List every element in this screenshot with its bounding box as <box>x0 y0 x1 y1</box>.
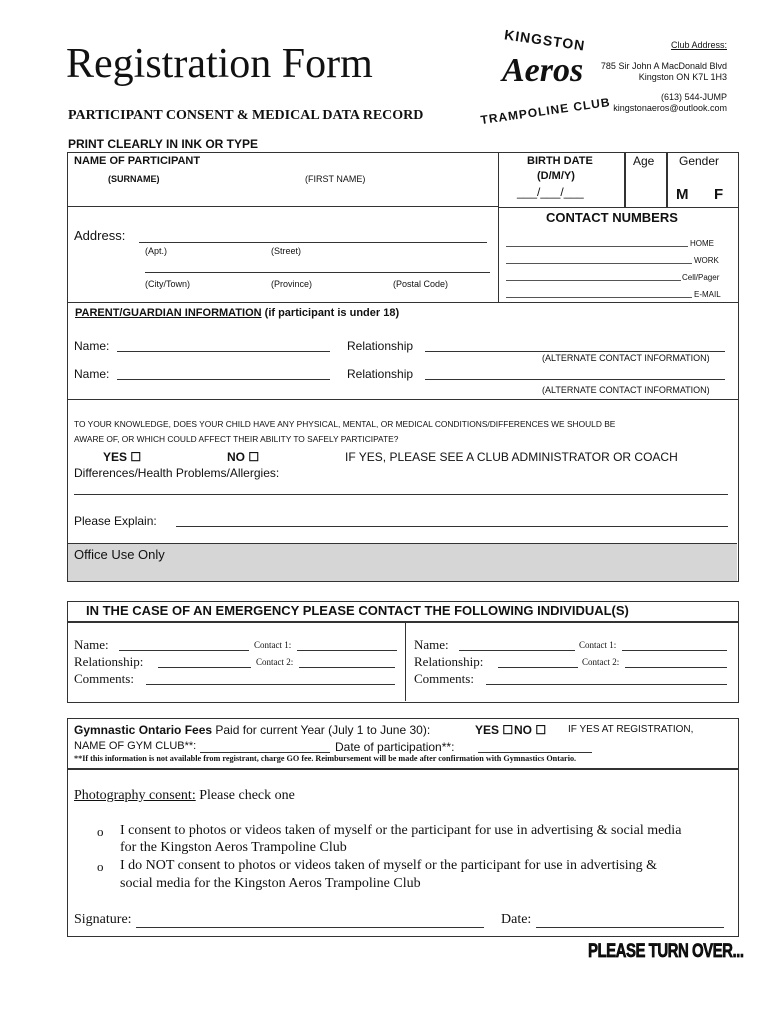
email-label: E-MAIL <box>694 290 721 299</box>
divider <box>67 399 738 400</box>
emergency2-name-label: Name: <box>414 637 449 652</box>
emergency1-name-label: Name: <box>74 637 109 652</box>
address-label: Address: <box>74 228 126 243</box>
emergency1-contact2-label: Contact 2: <box>256 657 294 667</box>
emergency2-relationship-field[interactable] <box>498 667 578 668</box>
club-phone: (613) 544-JUMP <box>660 92 727 102</box>
emergency2-relationship-label: Relationship: <box>414 654 484 669</box>
date-label: Date: <box>501 912 532 927</box>
cell-label: Cell/Pager <box>682 273 720 282</box>
work-label: WORK <box>694 256 719 265</box>
emergency1-relationship-label: Relationship: <box>74 654 144 669</box>
fees-label: Gymnastic Ontario Fees <box>74 723 213 737</box>
address-line1[interactable] <box>139 242 487 243</box>
emergency-box <box>67 621 739 703</box>
photo-consent-text: I consent to photos or videos taken of myself or the participant for use in advertising & social media <box>120 823 682 838</box>
street-label: (Street) <box>271 246 302 256</box>
fees-no-checkbox[interactable]: NO ☐ <box>514 723 547 737</box>
differences-label: Differences/Health Problems/Allergies: <box>74 466 280 480</box>
gym-club-field[interactable] <box>200 752 330 753</box>
city-label: (City/Town) <box>145 279 191 289</box>
divider <box>67 302 738 303</box>
province-label: (Province) <box>271 279 313 289</box>
photo-consent-text-cont: for the Kingston Aeros Trampoline Club <box>120 840 347 855</box>
medical-if-yes-note: IF YES, PLEASE SEE A CLUB ADMINISTRATOR OR COACH <box>345 450 678 464</box>
parent-title: PARENT/GUARDIAN INFORMATION <box>75 307 262 319</box>
signature-field[interactable] <box>136 927 484 928</box>
photo-title-line <box>74 788 295 804</box>
parent-section-title <box>75 307 399 319</box>
parent1-relationship-label: Relationship <box>347 339 414 353</box>
birth-date-field[interactable]: ___/___/___ <box>517 185 584 199</box>
age-label: Age <box>633 154 655 168</box>
photo-consent-radio[interactable]: o <box>97 824 104 839</box>
parent2-name-field[interactable] <box>117 379 330 380</box>
date-field[interactable] <box>536 927 724 928</box>
differences-field[interactable] <box>74 494 728 495</box>
emergency1-contact2-field[interactable] <box>299 667 395 668</box>
explain-field[interactable] <box>176 526 728 527</box>
divider <box>67 206 499 207</box>
photo-no-consent-radio[interactable]: o <box>97 859 104 874</box>
logo-middle-text: Aeros <box>502 52 584 89</box>
emergency1-comments-label: Comments: <box>74 671 134 686</box>
club-email: kingstonaeros@outlook.com <box>613 103 727 113</box>
club-logo <box>470 28 610 128</box>
participation-date-field[interactable] <box>478 752 592 753</box>
parent-title-suffix: (if participant is under 18) <box>261 307 400 319</box>
emergency1-contact1-field[interactable] <box>297 650 397 651</box>
parent2-name-label: Name: <box>74 367 110 381</box>
first-name-label: (FIRST NAME) <box>305 174 366 184</box>
office-use-label: Office Use Only <box>74 547 165 562</box>
emergency2-name-field[interactable] <box>459 650 575 651</box>
divider <box>498 206 499 302</box>
gender-label: Gender <box>679 154 720 168</box>
gender-f[interactable]: F <box>714 186 724 203</box>
club-address-line2: Kingston ON K7L 1H3 <box>638 72 727 82</box>
home-label: HOME <box>690 239 714 248</box>
emergency1-name-field[interactable] <box>119 650 249 651</box>
emergency1-relationship-field[interactable] <box>158 667 251 668</box>
photo-title-suffix: Please check one <box>195 788 295 803</box>
apt-label: (Apt.) <box>145 246 168 256</box>
participant-name-label: NAME OF PARTICIPANT <box>74 155 201 167</box>
medical-question: TO YOUR KNOWLEDGE, DOES YOUR CHILD HAVE ANY PHYSICAL, MENTAL, OR MEDICAL CONDITIONS/DIFFERENCES WE SHOULD BE <box>74 419 616 429</box>
surname-label: (SURNAME) <box>108 174 160 184</box>
divider <box>405 621 406 701</box>
emergency2-contact1-label: Contact 1: <box>579 640 617 650</box>
medical-no-checkbox[interactable]: NO ☐ <box>227 450 260 464</box>
emergency2-comments-label: Comments: <box>414 671 474 686</box>
emergency1-contact1-label: Contact 1: <box>254 640 292 650</box>
fees-paid-text: Paid for current Year (July 1 to June 30): <box>212 723 431 737</box>
logo-top-text: KINGSTON <box>503 26 587 54</box>
explain-label: Please Explain: <box>74 514 157 528</box>
parent1-alt-label: (ALTERNATE CONTACT INFORMATION) <box>542 353 710 363</box>
print-note: PRINT CLEARLY IN INK OR TYPE <box>68 137 259 151</box>
page-subtitle: PARTICIPANT CONSENT & MEDICAL DATA RECORD <box>68 108 424 123</box>
signature-label: Signature: <box>74 912 132 927</box>
emergency1-comments-field[interactable] <box>146 684 395 685</box>
fees-line1 <box>74 723 430 737</box>
birth-date-format: (D/M/Y) <box>537 170 575 182</box>
logo-bottom-text: TRAMPOLINE CLUB <box>479 94 612 128</box>
office-use-area <box>68 543 737 581</box>
home-phone-field[interactable] <box>506 246 688 247</box>
gym-club-label: NAME OF GYM CLUB**: <box>74 740 197 752</box>
photo-title: Photography consent: <box>74 788 196 803</box>
participation-date-label: Date of participation**: <box>335 740 455 754</box>
please-turn-over: PLEASE TURN OVER... <box>588 940 744 963</box>
fees-note: **If this information is not available from registrant, charge GO fee. Reimbursement will be made after confirmation with Gymnastics Ontario. <box>74 754 577 763</box>
page-title: Registration Form <box>66 41 373 87</box>
address-line2[interactable] <box>145 272 490 273</box>
emergency-title: IN THE CASE OF AN EMERGENCY PLEASE CONTACT THE FOLLOWING INDIVIDUAL(S) <box>86 603 629 618</box>
photo-no-consent-text-cont: social media for the Kingston Aeros Trampoline Club <box>120 876 421 891</box>
fees-if-yes: IF YES AT REGISTRATION, <box>568 724 694 735</box>
email-field[interactable] <box>506 297 692 298</box>
parent2-relationship-field[interactable] <box>425 379 725 380</box>
emergency2-contact2-field[interactable] <box>625 667 727 668</box>
medical-yes-checkbox[interactable]: YES ☐ <box>103 450 142 464</box>
club-address-line1: 785 Sir John A MacDonald Blvd <box>600 61 727 71</box>
photo-no-consent-text: I do NOT consent to photos or videos taken of myself or the participant for use in advertising & <box>120 858 658 873</box>
parent2-relationship-label: Relationship <box>347 367 414 381</box>
gender-m[interactable]: M <box>676 186 689 203</box>
parent1-relationship-field[interactable] <box>425 351 725 352</box>
birth-date-label: BIRTH DATE <box>527 155 593 167</box>
emergency2-contact2-label: Contact 2: <box>582 657 620 667</box>
cell-field[interactable] <box>506 280 681 281</box>
postal-label: (Postal Code) <box>393 279 449 289</box>
club-address-label: Club Address: <box>670 40 727 50</box>
medical-question-cont: AWARE OF, OR WHICH COULD AFFECT THEIR ABILITY TO SAFELY PARTICIPATE? <box>74 434 399 444</box>
parent1-name-field[interactable] <box>117 351 330 352</box>
emergency2-comments-field[interactable] <box>486 684 727 685</box>
parent2-alt-label: (ALTERNATE CONTACT INFORMATION) <box>542 385 710 395</box>
emergency2-contact1-field[interactable] <box>622 650 727 651</box>
contact-numbers-title: CONTACT NUMBERS <box>546 210 678 225</box>
work-phone-field[interactable] <box>506 263 692 264</box>
parent1-name-label: Name: <box>74 339 110 353</box>
fees-yes-checkbox[interactable]: YES ☐ <box>475 723 514 737</box>
